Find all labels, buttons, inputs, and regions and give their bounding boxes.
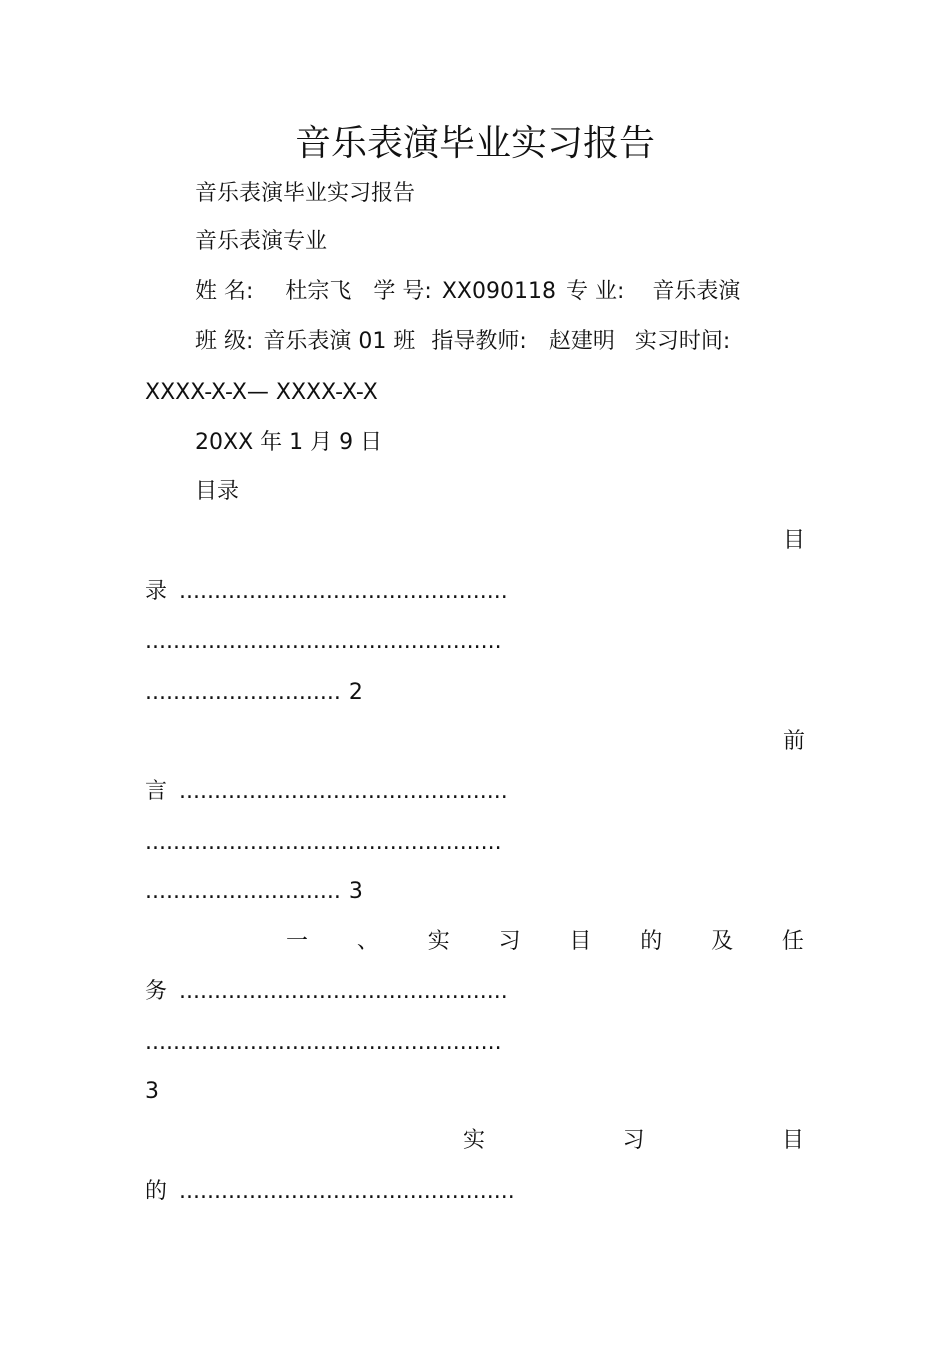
toc-heading: 目录	[195, 479, 240, 504]
student-id: XX090118	[441, 279, 556, 304]
toc-entry-3-line	[145, 979, 508, 1005]
toc-entry-1-first-char: 目	[783, 528, 806, 553]
major-heading: 音乐表演专业	[195, 229, 328, 254]
toc-char: 习	[622, 1128, 645, 1153]
report-subtitle: 音乐表演毕业实习报告	[195, 181, 416, 206]
toc-leader-dots: ...............................................	[179, 979, 508, 1004]
toc-char: 及	[711, 929, 734, 954]
toc-page-number: 2	[348, 680, 363, 705]
toc-leader-dots: ...............................................	[179, 779, 508, 804]
toc-entry-1-line	[145, 579, 508, 605]
toc-leader-dots: ............................	[145, 680, 341, 705]
major-value: 音乐表演	[652, 279, 741, 304]
toc-entry-3-last-char: 务	[145, 979, 168, 1004]
teacher-label: 指导教师:	[431, 329, 527, 354]
toc-char: 实	[463, 1128, 486, 1153]
toc-entry-4-justified-line	[463, 1128, 804, 1154]
teacher-name: 赵建明	[548, 329, 615, 354]
toc-char: 目	[569, 929, 592, 954]
toc-leader-dots: ............................	[145, 879, 341, 904]
internship-time: XXXX-X-X— XXXX-X-X	[145, 380, 378, 405]
toc-char: 目	[781, 1128, 804, 1153]
major-label: 专 业:	[565, 279, 625, 304]
toc-entry-4-line	[145, 1179, 515, 1205]
toc-entry-4-last-char: 的	[145, 1179, 168, 1204]
toc-entry-2-line	[145, 779, 508, 805]
internship-time-label: 实习时间:	[634, 329, 731, 354]
toc-page-number: 3	[145, 1079, 159, 1104]
toc-leader-dots: ................................................	[179, 1179, 515, 1204]
toc-char: 一	[286, 929, 309, 954]
toc-entry-1-second-char: 录	[145, 579, 168, 604]
toc-char: 任	[781, 929, 804, 954]
toc-char: 实	[427, 929, 450, 954]
student-info-row	[195, 279, 740, 305]
toc-leader-dots: ...................................................	[145, 830, 502, 855]
toc-leader-dots: ...............................................	[179, 579, 508, 604]
toc-entry-2-first-char: 前	[783, 729, 806, 754]
toc-char: 习	[498, 929, 521, 954]
student-id-label: 学 号:	[373, 279, 432, 304]
class-value: 音乐表演 01 班	[263, 329, 416, 354]
toc-char: 、	[356, 929, 379, 954]
report-date: 20XX 年 1 月 9 日	[195, 430, 383, 455]
student-name: 杜宗飞	[285, 279, 352, 304]
class-label: 班 级:	[195, 329, 254, 354]
toc-leader-dots: ...................................................	[145, 629, 502, 654]
toc-leader-dots: ...................................................	[145, 1030, 502, 1055]
class-info-row	[195, 329, 730, 355]
toc-page-number: 3	[348, 879, 363, 904]
toc-entry-2-page-line	[145, 879, 363, 905]
name-label: 姓 名:	[195, 279, 254, 304]
toc-entry-2-second-char: 言	[145, 779, 168, 804]
document-title: 音乐表演毕业实习报告	[294, 123, 655, 164]
toc-entry-1-page-line	[145, 680, 363, 706]
toc-char: 的	[640, 929, 663, 954]
toc-entry-3-justified-line	[286, 929, 804, 955]
